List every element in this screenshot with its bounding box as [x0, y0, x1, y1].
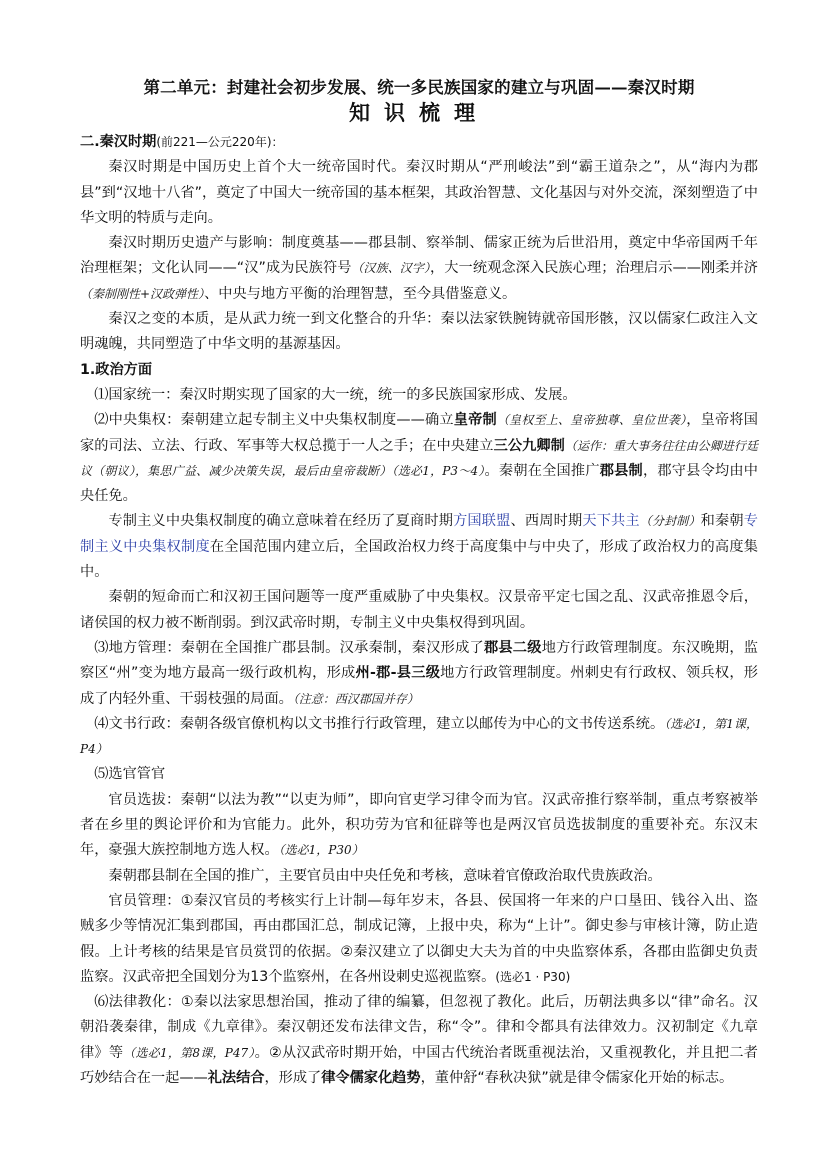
p4-text-a: 专制主义中央集权制度的确立意味着在经历了夏商时期 [108, 513, 454, 530]
item2-text-d: 。秦朝在全国推广 [484, 462, 600, 479]
item6-bold-lifa: 礼法结合 [207, 1069, 265, 1086]
item3-text-c: 地方行政管理制度。东汉晚期，监察区“州”变为地方最高一级行政机构，形成 [80, 639, 758, 682]
intro-paragraph-3: 秦汉之变的本质，是从武力统一到文化整合的升华：秦以法家铁腕铸就帝国形骸，汉以儒家仁政注入文明魂魄，共同塑造了中华文明的基源基因。 [80, 311, 758, 353]
item4-text: ⑷文书行政：秦朝各级官僚机构以文书推行行政管理，建立以邮传为中心的文书传送系统。 [94, 715, 665, 732]
intro-p2-text-a: 秦汉时期历史遗产与影响：制度奠基——郡县制、察举制、儒家正统为后世沿用，奠定中华帝国两千年治理框架；文化认同——“汉”成为民族符号 [80, 235, 758, 277]
item6-text-b: 。②从汉武帝时期开始，中国古代统治者既重视法治，又重视教化，并且把二者巧妙结合在一起—— [80, 1044, 758, 1086]
item2-bold-junxian: 郡县制 [599, 462, 643, 479]
item6-bold-trend: 律令儒家化趋势 [321, 1069, 421, 1086]
item2-bold-sangong: 三公九卿制 [493, 437, 565, 454]
intro-p2-note-2: （秦制刚性+汉政弹性） [80, 286, 205, 301]
p4-text-c: 和秦朝 [700, 513, 744, 530]
item2-note-2: （运作：重大事务往往由公卿进行廷议（朝议），集思广益、减少决策失误，最后由皇帝裁断）（选必1，P3～4） [80, 438, 758, 478]
p6-text: 官员选拔：秦朝“以法为教”“以吏为师”，即向官吏学习律令而为官。汉武帝推行察举制，重点考察被举者在乡里的舆论评价和为官能力。此外，积功劳为官和征辟等也是两汉官员选拔制度的重要补充。东汉末年，豪强大族控制地方选人权。 [80, 791, 758, 859]
section-heading-text: 二.秦汉时期 [80, 134, 157, 150]
politics-paragraph-4 [80, 509, 758, 585]
politics-item-4 [80, 712, 758, 763]
item2-bold-emperor: 皇帝制 [453, 412, 497, 429]
item6-note: （选必1，第8课，P47） [123, 1045, 255, 1060]
intro-p2-note-1: （汉族、汉字） [351, 261, 431, 276]
politics-item-3 [80, 636, 758, 712]
item2-text-e: ，郡守县令均由中央任免。 [80, 462, 758, 505]
intro-paragraph-2 [80, 231, 758, 307]
section-heading-note: (前221—公元220年)： [156, 135, 284, 149]
item3-text-d: 地方行政管理制度。州刺史有行政权、领兵权，形成了内轻外重、干弱枝强的局面。 [80, 665, 758, 707]
item6-text-a: ⑹法律教化：①秦以法家思想治国，推动了律的编纂，但忽视了教化。此后，历朝法典多以“律”命名。汉朝沿袭秦律，制成《九章律》。秦汉朝还发布法律文告，称“令”。律和令都具有法律效力。汉初制定《九章律》等 [80, 994, 758, 1061]
p4-note: （分封制） [639, 514, 701, 529]
p4-link-fangguo[interactable]: 方国联盟 [453, 513, 511, 530]
item2-text-a: ⑵中央集权：秦朝建立起专制主义中央集权制度——确立 [94, 412, 454, 429]
p8-note: (选必1 · P30) [495, 969, 571, 984]
politics-paragraph-5: 秦朝的短命而亡和汉初王国问题等一度严重威胁了中央集权。汉景帝平定七国之乱、汉武帝推恩令后，诸侯国的权力被不断削弱。到汉武帝时期，专制主义中央集权得到巩固。 [80, 589, 758, 631]
document-title: 第二单元：封建社会初步发展、统一多民族国家的建立与巩固——秦汉时期 [143, 78, 695, 97]
politics-heading: 1.政治方面 [80, 361, 153, 378]
item3-note: （注意：西汉郡国并存） [292, 691, 419, 706]
document-subtitle: 知识梳理 [349, 100, 489, 125]
politics-item-5: ⑸选官管官 [94, 766, 166, 783]
item2-text-c: ，皇帝将国家的司法、立法、行政、军事等大权总揽于一人之手；在中央建立 [80, 412, 758, 454]
politics-item-2 [80, 408, 758, 509]
p4-text-b: 、西周时期 [510, 513, 583, 530]
intro-p2-text-c: 、中央与地方平衡的治理智慧，至今具借鉴意义。 [204, 285, 517, 302]
item3-bold-three-level: 州-郡-县三级 [355, 665, 441, 682]
section-heading [80, 130, 758, 155]
item3-text-a: ⑶地方管理：秦朝在全国推广郡县制。汉承秦制，秦汉形成了 [94, 639, 484, 656]
politics-paragraph-7: 秦朝郡县制在全国的推广，主要官员由中央任免和考核，意味着官僚政治取代贵族政治。 [108, 867, 662, 884]
p4-text-d: 在全国范围内建立后，全国政治权力终于高度集中与中央了，形成了政治权力的高度集中。 [80, 538, 758, 581]
p4-link-tianxia[interactable]: 天下共主 [582, 513, 640, 530]
p6-note: （选必1，P30） [278, 843, 364, 858]
intro-p2-text-b: ，大一统观念深入民族心理；治理启示——刚柔并济 [430, 260, 758, 277]
item2-note-1: （皇权至上、皇帝独尊、皇位世袭） [496, 413, 687, 428]
document-page [80, 76, 758, 1091]
item6-text-c: ，形成了 [264, 1069, 322, 1086]
politics-paragraph-6 [80, 788, 758, 864]
p4-link-zhuanzhi[interactable]: 专制主义中央集权制度 [80, 513, 758, 555]
politics-paragraph-8 [80, 889, 758, 990]
politics-item-1: ⑴国家统一：秦汉时期实现了国家的大一统，统一的多民族国家形成、发展。 [94, 386, 577, 403]
item6-text-d: ，董仲舒“春秋决狱”就是律令儒家化开始的标志。 [420, 1069, 734, 1086]
p8-text: 官员管理：①秦汉官员的考核实行上计制—每年岁末，各县、侯国将一年来的户口垦田、钱谷入出、盗贼多少等情况汇集到郡国，再由郡国汇总，制成记簿，上报中央，称为“上计”。御史参与审核计簿，防止造假。上计考核的结果是官员赏罚的依据。②秦汉建立了以御史大夫为首的中央监察体系，各郡由监御史负责监察。汉武帝把全国划分为13个监察州，在各州设刺史巡视监察。 [80, 892, 758, 985]
politics-item-6 [80, 990, 758, 1091]
item3-bold-two-level: 郡县二级 [483, 639, 542, 656]
item4-note: （选必1，第1课，P4） [80, 716, 758, 757]
intro-paragraph-1: 秦汉时期是中国历史上首个大一统帝国时代。秦汉时期从“严刑峻法”到“霸王道杂之”，从“海内为郡县”到“汉地十八省”，奠定了中国大一统帝国的基本框架，其政治智慧、文化基因与对外交流，深刻塑造了中华文明的特质与走向。 [80, 159, 758, 226]
